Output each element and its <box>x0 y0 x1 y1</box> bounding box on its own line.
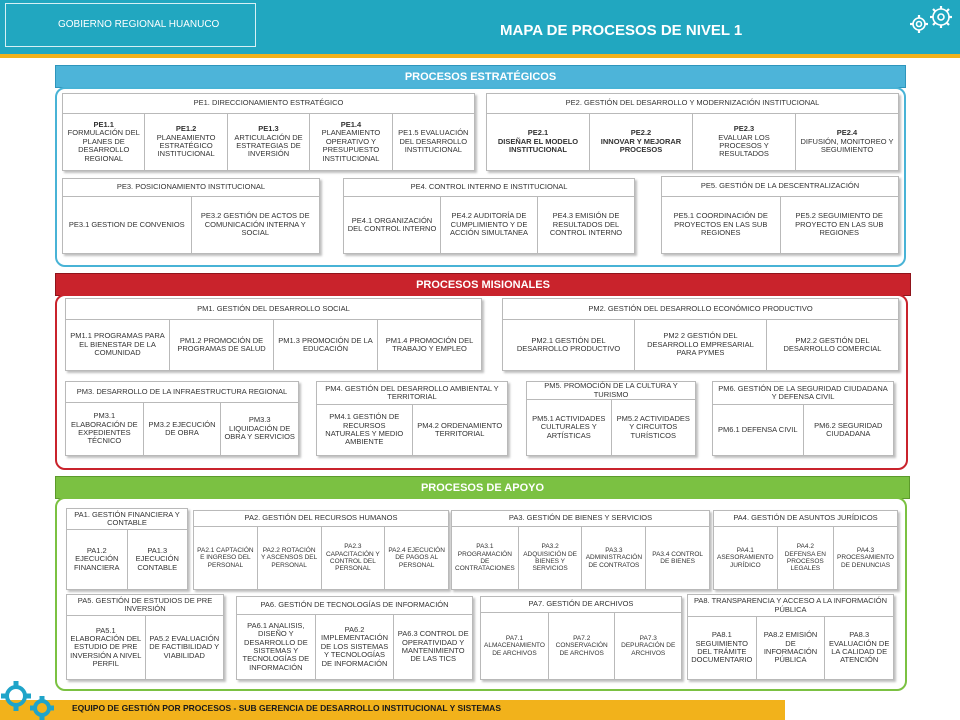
process-cell: PA1.3 EJECUCIÓN CONTABLE <box>135 545 179 572</box>
group-title: PE1. DIRECCIONAMIENTO ESTRATÉGICO <box>63 94 474 114</box>
band-support: PROCESOS DE APOYO <box>55 476 910 499</box>
group-title: PM5. PROMOCIÓN DE LA CULTURA Y TURISMO <box>527 382 695 400</box>
process-cell: PE3.1 GESTION DE CONVENIOS <box>63 197 192 253</box>
gears-icon <box>0 680 60 720</box>
process-cell: PA4.1 ASESORAMIENTO JURÍDICO <box>714 527 778 589</box>
process-cell: PE5.1 COORDINACIÓN DE PROYECTOS EN LAS SUB REGIONES <box>662 197 781 253</box>
process-cell: PE2.3 EVALUAR LOS PROCESOS Y RESULTADOS <box>693 114 796 170</box>
process-cell: PA4.2 DEFENSA EN PROCESOS LEGALES <box>778 527 834 589</box>
process-cell: PA5.1 ELABORACIÓN DEL ESTUDIO DE PRE INVERSIÓN A NIVEL PERFIL <box>67 616 146 679</box>
process-cell: PM2.1 GESTIÓN DEL DESARROLLO PRODUCTIVO <box>503 320 635 370</box>
process-cell: PM1.3 PROMOCIÓN DE LA EDUCACIÓN <box>274 320 378 370</box>
process-cell: PE1.4 PLANEAMIENTO OPERATIVO Y PRESUPUESTO INSTITUCIONAL <box>310 114 392 170</box>
group-title: PA2. GESTIÓN DEL RECURSOS HUMANOS <box>194 511 448 527</box>
process-cell: PM5.2 ACTIVIDADES Y CIRCUITOS TURÍSTICOS <box>616 413 690 440</box>
group-title: PE2. GESTIÓN DEL DESARROLLO Y MODERNIZACIÓN INSTITUCIONAL <box>487 94 898 114</box>
process-cell: PE4.3 EMISIÓN DE RESULTADOS DEL CONTROL INTERNO <box>549 211 623 238</box>
process-cell: PE2.4 DIFUSIÓN, MONITOREO Y SEGUIMIENTO <box>800 128 894 155</box>
group-pe5 <box>661 176 899 254</box>
process-cell: PM1.4 PROMOCIÓN DEL TRABAJO Y EMPLEO <box>385 335 474 353</box>
process-cell: PA7.2 CONSERVACIÓN DE ARCHIVOS <box>549 613 616 679</box>
process-cell: PE1.3 ARTICULACIÓN DE ESTRATEGIAS DE INVERSIÓN <box>228 114 310 170</box>
process-cell: PM6.2 SEGURIDAD CIUDADANA <box>814 420 883 438</box>
group-title: PE5. GESTIÓN DE LA DESCENTRALIZACIÓN <box>662 177 898 197</box>
process-cell: PE2.2 INNOVAR Y MEJORAR PROCESOS <box>590 114 693 170</box>
process-cell: PA2.1 CAPTACIÓN E INGRESO DEL PERSONAL <box>194 527 258 589</box>
process-cell: PE1.2 PLANEAMIENTO ESTRATÉGICO INSTITUCIONAL <box>145 114 227 170</box>
group-pm1 <box>65 298 482 371</box>
group-pa4 <box>713 510 898 590</box>
process-cell: PA6.1 ANALISIS, DISEÑO Y DESARROLLO DE SISTEMAS Y TECNOLOGÍAS DE INFORMACIÓN <box>237 615 316 679</box>
process-cell: PA7.3 DEPURACIÓN DE ARCHIVOS <box>621 635 676 657</box>
process-cell: PM3.1 ELABORACIÓN DE EXPEDIENTES TÉCNICO <box>66 403 144 455</box>
group-title: PA7. GESTIÓN DE ARCHIVOS <box>481 597 681 613</box>
group-title: PA5. GESTIÓN DE ESTUDIOS DE PRE INVERSIÓN <box>67 595 223 616</box>
group-pm5 <box>526 381 696 456</box>
process-cell: PA6.2 IMPLEMENTACIÓN DE LOS SISTEMAS Y TECNOLOGÍAS DE INFORMACIÓN <box>316 615 395 679</box>
group-pm4 <box>316 381 508 456</box>
process-cell: PM3.3 LIQUIDACIÓN DE OBRA Y SERVICIOS <box>224 415 295 442</box>
process-cell: PA1.2 EJECUCIÓN FINANCIERA <box>67 530 128 589</box>
header-bar <box>0 0 960 54</box>
process-cell: PA3.3 ADMINISTRACIÓN DE CONTRATOS <box>582 527 646 589</box>
group-title: PM2. GESTIÓN DEL DESARROLLO ECONÓMICO PRODUCTIVO <box>503 299 898 320</box>
band-missional: PROCESOS MISIONALES <box>55 273 911 296</box>
process-cell: PA8.3 EVALUACIÓN DE LA CALIDAD DE ATENCIÓN <box>829 630 890 665</box>
group-title: PA6. GESTIÓN DE TECNOLOGÍAS DE INFORMACIÓN <box>237 597 472 615</box>
process-cell: PA3.1 PROGRAMACIÓN DE CONTRATACIONES <box>452 527 519 589</box>
process-cell: PM2.2 GESTIÓN DEL DESARROLLO COMERCIAL <box>783 335 882 353</box>
gears-icon <box>905 4 957 36</box>
process-cell: PE4.2 AUDITORÍA DE CUMPLIMIENTO Y DE ACCIÓN SIMULTANEA <box>441 197 538 253</box>
process-cell: PA8.1 SEGUIMIENTO DEL TRÁMITE DOCUMENTARIO <box>688 617 757 679</box>
group-title: PA1. GESTIÓN FINANCIERA Y CONTABLE <box>67 509 187 530</box>
process-cell: PM3.2 EJECUCIÓN DE OBRA <box>144 403 222 455</box>
group-pe2 <box>486 93 899 171</box>
process-cell: PM1.2 PROMOCIÓN DE PROGRAMAS DE SALUD <box>170 320 274 370</box>
group-pa1 <box>66 508 188 590</box>
process-cell: PE2.1 DISEÑAR EL MODELO INSTITUCIONAL <box>487 114 590 170</box>
group-title: PM6. GESTIÓN DE LA SEGURIDAD CIUDADANA Y DEFENSA CIVIL <box>713 382 893 405</box>
process-cell: PM6.1 DEFENSA CIVIL <box>713 405 804 455</box>
process-cell: PA3.4 CONTROL DE BIENES <box>652 550 704 565</box>
group-pa3 <box>451 510 710 590</box>
group-pm6 <box>712 381 894 456</box>
process-cell: PA6.3 CONTROL DE OPERATIVIDAD Y MANTENIMIENTO DE LAS TICS <box>397 629 469 664</box>
process-cell: PA4.3 PROCESAMIENTO DE DENUNCIAS <box>837 547 894 569</box>
process-cell: PE3.2 GESTIÓN DE ACTOS DE COMUNICACIÓN INTERNA Y SOCIAL <box>200 211 310 238</box>
group-pe1 <box>62 93 475 171</box>
header-accent-stripe <box>0 54 960 58</box>
group-pm3 <box>65 381 299 456</box>
process-cell: PA5.2 EVALUACIÓN DE FACTIBILIDAD Y VIABILIDAD <box>149 633 220 660</box>
group-pa6 <box>236 596 473 680</box>
group-title: PA4. GESTIÓN DE ASUNTOS JURÍDICOS <box>714 511 897 527</box>
page-title: MAPA DE PROCESOS DE NIVEL 1 <box>500 22 743 39</box>
group-pe3 <box>62 178 320 254</box>
band-strategic: PROCESOS ESTRATÉGICOS <box>55 65 906 88</box>
process-cell: PA8.2 EMISIÓN DE INFORMACIÓN PÚBLICA <box>757 617 826 679</box>
group-title: PA3. GESTIÓN DE BIENES Y SERVICIOS <box>452 511 709 527</box>
process-cell: PM5.1 ACTIVIDADES CULTURALES Y ARTÍSTICAS <box>527 400 612 455</box>
process-cell: PA2.2 ROTACIÓN Y ASCENSOS DEL PERSONAL <box>258 527 322 589</box>
group-pa7 <box>480 596 682 680</box>
footer-text: EQUIPO DE GESTIÓN POR PROCESOS - SUB GERENCIA DE DESARROLLO INSTITUCIONAL Y SISTEMAS <box>72 703 501 713</box>
process-cell: PE1.1 FORMULACIÓN DEL PLANES DE DESARROLLO REGIONAL <box>63 114 145 170</box>
group-title: PM4. GESTIÓN DEL DESARROLLO AMBIENTAL Y TERRITORIAL <box>317 382 507 405</box>
group-pe4 <box>343 178 635 254</box>
group-pa2 <box>193 510 449 590</box>
process-cell: PE5.2 SEGUIMIENTO DE PROYECTO EN LAS SUB REGIONES <box>795 211 884 238</box>
group-pm2 <box>502 298 899 371</box>
group-title: PA8. TRANSPARENCIA Y ACCESO A LA INFORMACIÓN PÚBLICA <box>688 595 893 617</box>
process-cell: PA3.2 ADQUISICIÓN DE BIENES Y SERVICIOS <box>519 527 583 589</box>
group-title: PE3. POSICIONAMIENTO INSTITUCIONAL <box>63 179 319 197</box>
process-cell: PE1.5 EVALUACIÓN DEL DESARROLLO INSTITUCIONAL <box>398 128 469 155</box>
group-pa8 <box>687 594 894 680</box>
group-pa5 <box>66 594 224 680</box>
org-name: GOBIERNO REGIONAL HUANUCO <box>5 3 256 47</box>
process-cell: PA2.3 CAPACITACIÓN Y CONTROL DEL PERSONAL <box>322 527 386 589</box>
process-cell: PA7.1 ALMACENAMIENTO DE ARCHIVOS <box>481 613 549 679</box>
group-title: PE4. CONTROL INTERNO E INSTITUCIONAL <box>344 179 634 197</box>
group-title: PM1. GESTIÓN DEL DESARROLLO SOCIAL <box>66 299 481 320</box>
process-cell: PM2 2 GESTIÓN DEL DESARROLLO EMPRESARIAL PARA PYMES <box>635 320 767 370</box>
process-cell: PM4.2 ORDENAMIENTO TERRITORIAL <box>417 420 503 438</box>
process-cell: PE4.1 ORGANIZACIÓN DEL CONTROL INTERNO <box>344 197 441 253</box>
group-title: PM3. DESARROLLO DE LA INFRAESTRUCTURA REGIONAL <box>66 382 298 403</box>
process-cell: PM4.1 GESTIÓN DE RECURSOS NATURALES Y MEDIO AMBIENTE <box>317 405 413 455</box>
process-cell: PA2.4 EJECUCIÓN DE PAGOS AL PERSONAL <box>388 547 445 569</box>
process-cell: PM1.1 PROGRAMAS PARA EL BIENESTAR DE LA COMUNIDAD <box>66 320 170 370</box>
